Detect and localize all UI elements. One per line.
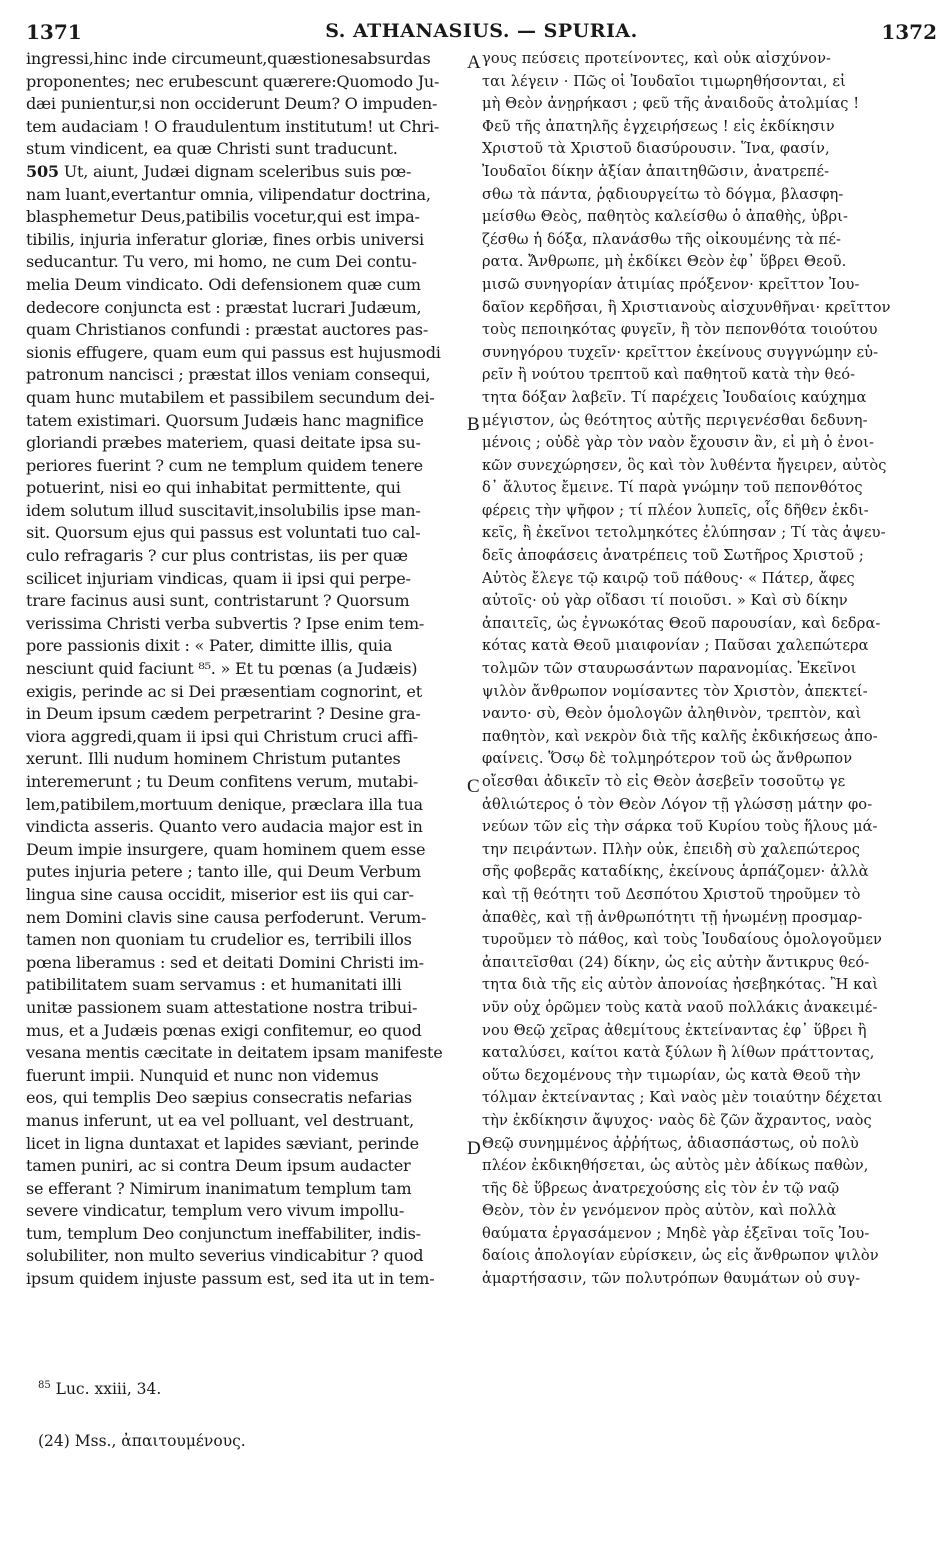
- latin-text-line: [26, 726, 464, 749]
- greek-text-line: [482, 658, 936, 681]
- latin-text-line: [26, 116, 464, 139]
- latin-text-line: [26, 884, 464, 907]
- greek-line-text: νεύων τῶν εἰς τὴν σάρκα τοῦ Κυρίου τοὺς ἥλους μά-: [482, 818, 878, 836]
- greek-text-line: [482, 229, 936, 252]
- latin-line-text: dæi punientur,si non occiderunt Deum? O impuden-: [26, 94, 438, 114]
- latin-text-line: [26, 974, 464, 997]
- greek-text-line: [482, 635, 936, 658]
- greek-text-line: [482, 929, 936, 952]
- greek-line-text: δεῖς ἀποφάσεις ἀνατρέπεις τοῦ Σωτῆρος Χριστοῦ ;: [482, 547, 864, 565]
- greek-text-line: [482, 997, 936, 1020]
- footnote-85-text: Luc. xxiii, 34.: [50, 1380, 162, 1399]
- greek-line-text: νου Θεῷ χεῖρας ἀθεμίτους ἐκτείναντας ἐφ᾽ ὕβρει ἢ: [482, 1021, 867, 1039]
- greek-line-text: θαύματα ἐργασάμενον ; Μηδὲ γὰρ ἐξεῖναι τοῖς Ἰου-: [482, 1224, 870, 1242]
- latin-line-text: patronum nancisci ; præstat illos veniam consequi,: [26, 365, 431, 385]
- greek-text-line: [482, 568, 936, 591]
- greek-text-line: [482, 613, 936, 636]
- greek-line-text: ἀπαιτεῖς, ὡς ἐγνωκότας Θεοῦ παρουσίαν, καὶ δεδρα-: [482, 614, 881, 632]
- latin-line-text: se efferant ? Nimirum inanimatum templum tam: [26, 1178, 412, 1198]
- latin-line-text: nam luant,evertantur omnia, vilipendatur doctrina,: [26, 184, 431, 204]
- latin-line-text: interemerunt ; tu Deum confitens verum, mutabi-: [26, 772, 419, 791]
- latin-line-text: verissima Christi verba subvertis ? Ipse enim tem-: [26, 613, 425, 633]
- greek-line-text: ρατα. Ἄνθρωπε, μὴ ἐκδίκει Θεὸν ἐφ᾽ ὕβρει Θεοῦ.: [482, 253, 847, 271]
- greek-line-text: τητα δόξαν λαβεῖν. Τί παρέχεις Ἰουδαίοις καύχημα: [482, 388, 867, 406]
- latin-line-text: gloriandi præbes materiem, quasi deitate ipsa su-: [26, 433, 421, 453]
- latin-line-text: seducantur. Tu vero, mi homo, ne cum Dei contu-: [26, 252, 417, 272]
- latin-text-line: [26, 816, 464, 839]
- latin-text-line: [26, 568, 464, 591]
- latin-line-text: tamen non quoniam tu crudelior es, terribili illos: [26, 930, 412, 950]
- greek-text-line: [482, 251, 936, 274]
- greek-text-line: [482, 1042, 936, 1065]
- greek-text-line: [482, 206, 936, 229]
- latin-text-line: [26, 590, 464, 613]
- latin-line-text: Ut, aiunt, Judæi dignam sceleribus suis pœ-: [58, 161, 412, 181]
- greek-text-line: [482, 1268, 936, 1291]
- page-number-left: 1371: [26, 20, 82, 44]
- latin-line-text: potuerint, nisi eo qui inhabitat permittente, qui: [26, 478, 401, 498]
- greek-text-line: [482, 364, 936, 387]
- greek-line-text: ἁμαρτήσασιν, τῶν πολυτρόπων θαυμάτων οὐ συγ-: [482, 1270, 861, 1288]
- latin-text-line: [26, 1110, 464, 1133]
- latin-text-line: [26, 794, 464, 817]
- latin-text-line: [26, 613, 464, 636]
- greek-line-text: σῆς φοβερᾶς καταδίκης, ἐκείνους ἁρπάζομεν· ἀλλὰ: [482, 863, 869, 881]
- greek-text-line: [482, 1110, 936, 1133]
- section-marker-b: B: [467, 414, 480, 435]
- greek-text-line: [482, 1133, 936, 1156]
- latin-text-line: [26, 93, 464, 116]
- greek-line-text: ρεῖν ἢ νούτου τρεπτοῦ καὶ παθητοῦ κατὰ τὴν θεό-: [482, 366, 856, 384]
- greek-text-line: [482, 1065, 936, 1088]
- greek-line-text: την πειράντων. Πλὴν οὐκ, ἐπειδὴ σὺ χαλεπώτερος: [482, 840, 861, 858]
- latin-text-line: [26, 771, 464, 794]
- latin-line-text: sionis effugere, quam eum qui passus est hujusmodi: [26, 342, 441, 362]
- latin-text-line: [26, 635, 464, 658]
- latin-text-line: [26, 500, 464, 523]
- latin-line-text: fuerunt impii. Nunquid et nunc non videmus: [26, 1065, 379, 1085]
- latin-line-text: tibilis, injuria inferatur gloriæ, fines orbis universi: [26, 229, 424, 249]
- greek-line-text: φαίνεις. Ὅσῳ δὲ τολμηρότερον τοῦ ὡς ἄνθρωπον: [482, 750, 853, 768]
- greek-text-line: [482, 1155, 936, 1178]
- greek-text-line: [482, 839, 936, 862]
- greek-line-text: οὕτω δεχομένους τὴν τιμωρίαν, ὡς κατὰ Θεοῦ τὴν: [482, 1066, 861, 1084]
- greek-text-line: [482, 748, 936, 771]
- latin-text-line: [26, 1200, 464, 1223]
- latin-line-text: proponentes; nec erubescunt quærere:Quomodo Ju-: [26, 71, 440, 91]
- greek-text-line: [482, 297, 936, 320]
- latin-line-text: patibilitatem suam servamus : et humanitati illi: [26, 975, 402, 995]
- latin-text-line: [26, 138, 464, 161]
- footnote-24: (24) Mss., ἀπαιτουμένους.: [38, 1432, 246, 1450]
- greek-text-line: [482, 1245, 936, 1268]
- greek-text-line: [482, 816, 936, 839]
- greek-text-line: [482, 703, 936, 726]
- latin-text-line: [26, 907, 464, 930]
- latin-text-line: [26, 1133, 464, 1156]
- latin-text-line: [26, 319, 464, 342]
- latin-line-text: nesciunt quid faciunt ⁸⁵. » Et tu pœnas (a Judæis): [26, 659, 418, 679]
- greek-line-text: φέρεις τὴν ψῆφον ; τί πλέον λυπεῖς, οἷς δῆθεν ἐκδι-: [482, 501, 869, 519]
- greek-text-line: [482, 952, 936, 975]
- greek-text-line: [482, 1178, 936, 1201]
- latin-text-line: [26, 997, 464, 1020]
- latin-line-text: manus inferunt, ut ea vel polluant, vel destruant,: [26, 1110, 414, 1130]
- latin-text-line: [26, 184, 464, 207]
- latin-line-text: solubiliter, non multo severius vindicabitur ? quod: [26, 1246, 424, 1266]
- latin-text-line: [26, 410, 464, 433]
- greek-line-text: μισῶ συνηγορίαν ἀτιμίας πρόξενον· κρεῖττον Ἰου-: [482, 275, 860, 293]
- latin-text-line: [26, 455, 464, 478]
- latin-text-line: [26, 703, 464, 726]
- greek-line-text: δ᾽ ἄλυτος ἔμεινε. Τί παρὰ γνώμην τοῦ πεπονθότος: [482, 479, 863, 497]
- greek-text-line: [482, 522, 936, 545]
- greek-text-line: [482, 794, 936, 817]
- greek-text-line: [482, 477, 936, 500]
- greek-text-line: [482, 1087, 936, 1110]
- greek-text-line: [482, 48, 936, 71]
- greek-line-text: κότας κατὰ Θεοῦ μιαιφονίαν ; Παῦσαι χαλεπώτερα: [482, 637, 869, 655]
- latin-line-text: tatem existimari. Quorsum Judæis hanc magnifice: [26, 410, 424, 430]
- greek-text-line: [482, 1020, 936, 1043]
- latin-line-text: melia Deum vindicato. Odi defensionem quæ cum: [26, 274, 421, 294]
- greek-line-text: παθητὸν, καὶ νεκρὸν διὰ τῆς καλῆς ἐκδικήσεως ἀπο-: [482, 727, 878, 745]
- latin-text-line: [26, 1020, 464, 1043]
- latin-text-line: [26, 1268, 464, 1291]
- greek-text-line: [482, 974, 936, 997]
- latin-text-line: [26, 1178, 464, 1201]
- footnote-85-number: 85: [38, 1380, 51, 1391]
- latin-line-text: quam Christianos confundi : præstat auctores pas-: [26, 320, 429, 340]
- greek-line-text: μὴ Θεὸν ἀνῃρήκασι ; φεῦ τῆς ἀναιδοῦς ἀτολμίας !: [482, 95, 860, 113]
- latin-text-line: [26, 545, 464, 568]
- latin-line-text: severe vindicatur, templum vero vivum impollu-: [26, 1201, 405, 1221]
- latin-text-line: [26, 658, 464, 681]
- greek-text-line: [482, 93, 936, 116]
- greek-line-text: αὐτοῖς· οὐ γὰρ οἴδασι τί ποιοῦσι. » Καὶ σὺ δίκην: [482, 592, 848, 610]
- greek-line-text: τολμῶν τῶν σταυρωσάντων παρανομίας. Ἐκεῖνοι: [482, 660, 857, 678]
- latin-text-line: [26, 681, 464, 704]
- latin-column: [26, 48, 464, 1291]
- latin-text-line: [26, 364, 464, 387]
- greek-text-line: [482, 184, 936, 207]
- latin-line-text: quam hunc mutabilem et passibilem secundum dei-: [26, 387, 435, 407]
- latin-text-line: [26, 1155, 464, 1178]
- section-marker-d: D: [467, 1138, 481, 1159]
- latin-text-line: [26, 274, 464, 297]
- page-number-right: 1372: [881, 20, 937, 44]
- latin-text-line: [26, 387, 464, 410]
- greek-text-line: [482, 410, 936, 433]
- latin-line-text: mus, et a Judæis pœnas exigi confitemur, eo quod: [26, 1020, 422, 1040]
- greek-line-text: συνηγόρου τυχεῖν· κρεῖττον ἐκείνους συγγνώμην εὑ-: [482, 343, 879, 361]
- latin-text-line: [26, 161, 464, 184]
- greek-column: [482, 48, 936, 1291]
- latin-line-text: nem Domini clavis sine causa perfoderunt. Verum-: [26, 907, 427, 927]
- latin-line-text: tem audaciam ! O fraudulentum institutum! ut Chri-: [26, 116, 440, 136]
- greek-line-text: ψιλὸν ἄνθρωπον νομίσαντες τὸν Χριστὸν, ἀπεκτεί-: [482, 682, 868, 700]
- greek-line-text: Θεὸν, τὸν ἐν γενόμενον πρὸς αὐτὸν, καὶ πολλὰ: [482, 1202, 837, 1220]
- latin-line-text: xerunt. Illi nudum hominem Christum putantes: [26, 749, 401, 769]
- greek-line-text: ἀπαιτεῖσθαι (24) δίκην, ὡς εἰς αὐτὴν ἄντικρυς θεό-: [482, 953, 870, 971]
- latin-line-text: lem,patibilem,mortuum denique, præclara illa tua: [26, 794, 423, 814]
- greek-line-text: κῶν συνεχώρησεν, ὃς καὶ τὸν λυθέντα ἤγειρεν, αὐτὸς: [482, 456, 887, 474]
- latin-line-text: periores fuerint ? cum ne templum quidem tenere: [26, 455, 423, 475]
- latin-text-line: [26, 1223, 464, 1246]
- greek-line-text: τυροῦμεν τὸ πάθος, καὶ τοὺς Ἰουδαίους ὁμολογοῦμεν: [482, 931, 882, 949]
- greek-line-text: δαίοις ἀπολογίαν εὑρίσκειν, ὡς εἰς ἄνθρωπον ψιλὸν: [482, 1247, 879, 1265]
- latin-line-text: pore passionis dixit : « Pater, dimitte illis, quia: [26, 636, 393, 656]
- latin-line-text: putes injuria petere ; tanto ille, qui Deum Verbum: [26, 862, 421, 882]
- greek-text-line: [482, 861, 936, 884]
- greek-text-line: [482, 138, 936, 161]
- greek-line-text: τὴν ἐκδίκησιν ἄψυχος· ναὸς δὲ ζῶν ἄχραντος, ναὸς: [482, 1111, 872, 1129]
- greek-line-text: τοὺς πεποιηκότας φυγεῖν, ἢ τὸν πεπονθότα τοιούτου: [482, 321, 878, 339]
- latin-line-text: lingua sine causa occidit, miserior est iis qui car-: [26, 884, 414, 904]
- latin-line-text: stum vindicent, ea quæ Christi sunt traducunt.: [26, 139, 398, 159]
- greek-line-text: ἀπαθὲς, καὶ τῇ ἀνθρωπότητι τῇ ἡνωμένῃ προσμαρ-: [482, 908, 863, 926]
- greek-text-line: [482, 545, 936, 568]
- greek-text-line: [482, 319, 936, 342]
- greek-text-line: [482, 500, 936, 523]
- latin-text-line: [26, 297, 464, 320]
- latin-line-text: scilicet injuriam vindicas, quam ii ipsi qui perpe-: [26, 568, 411, 588]
- latin-text-line: [26, 477, 464, 500]
- latin-text-line: [26, 861, 464, 884]
- greek-text-line: [482, 71, 936, 94]
- greek-text-line: [482, 1223, 936, 1246]
- greek-line-text: πλέον ἐκδικηθήσεται, ὡς αὐτὸς μὲν ἀδίκως παθὼν,: [482, 1157, 869, 1175]
- latin-line-text: Deum impie insurgere, quam hominem quem esse: [26, 839, 426, 859]
- greek-text-line: [482, 771, 936, 794]
- latin-line-text: tum, templum Deo conjunctum ineffabiliter, indis-: [26, 1223, 421, 1243]
- greek-line-text: ἀθλιώτερος ὁ τὸν Θεὸν Λόγον τῇ γλώσσῃ μάτην φο-: [482, 795, 873, 813]
- greek-text-line: [482, 681, 936, 704]
- greek-line-text: σθω τὰ πάντα, ῥᾳδιουργείτω τὸ δόγμα, βλασφη-: [482, 185, 844, 203]
- section-number: 505: [26, 161, 59, 181]
- greek-line-text: ται λέγειν · Πῶς οἱ Ἰουδαῖοι τιμωρηθήσονται, εἰ: [482, 72, 846, 90]
- greek-line-text: ναντο· σὺ, Θεὸν ὁμολογῶν ἀληθινὸν, τρεπτὸν, καὶ: [482, 705, 862, 723]
- greek-line-text: μέγιστον, ὡς θεότητος αὐτῆς περιγενέσθαι δεδυνη-: [482, 411, 868, 429]
- latin-text-line: [26, 1042, 464, 1065]
- latin-line-text: culo refragaris ? cur plus contristas, iis per quæ: [26, 546, 408, 566]
- greek-line-text: καὶ τῇ θεότητι τοῦ Δεσπότου Χριστοῦ τηροῦμεν τὸ: [482, 885, 861, 903]
- greek-text-line: [482, 387, 936, 410]
- latin-line-text: licet in ligna duntaxat et lapides sæviant, perinde: [26, 1133, 419, 1153]
- latin-text-line: [26, 251, 464, 274]
- greek-text-line: [482, 432, 936, 455]
- section-marker-a: A: [467, 52, 481, 73]
- latin-line-text: viora aggredi,quam ii ipsi qui Christum cruci affi-: [26, 726, 418, 746]
- greek-text-line: [482, 116, 936, 139]
- greek-text-line: [482, 726, 936, 749]
- latin-line-text: exigis, perinde ac si Dei præsentiam cognorint, et: [26, 681, 422, 701]
- greek-line-text: γους πεύσεις προτείνοντες, καὶ οὐκ αἰσχύνον-: [482, 50, 832, 67]
- latin-text-line: [26, 206, 464, 229]
- latin-line-text: unitæ passionem suam attestatione nostra tribui-: [26, 997, 418, 1017]
- latin-line-text: in Deum ipsum cædem perpetrarint ? Desine gra-: [26, 704, 421, 724]
- greek-text-line: [482, 342, 936, 365]
- greek-text-line: [482, 590, 936, 613]
- greek-line-text: τητα διὰ τῆς εἰς αὐτὸν ἀπονοίας ἠσεβηκότας. Ἢ καὶ: [482, 976, 879, 994]
- latin-line-text: tamen puniri, ac si contra Deum ipsum audacter: [26, 1156, 411, 1176]
- greek-line-text: κεῖς, ἢ ἐκεῖνοι τετολμηκότες ἐλύπησαν ; Τί τὰς ἀψευ-: [482, 524, 886, 542]
- greek-text-line: [482, 907, 936, 930]
- latin-text-line: [26, 929, 464, 952]
- latin-line-text: vindicta asseris. Quanto vero audacia major est in: [26, 817, 423, 837]
- latin-text-line: [26, 1065, 464, 1088]
- latin-text-line: [26, 839, 464, 862]
- latin-line-text: ipsum quidem injuste passum est, sed ita ut in tem-: [26, 1269, 435, 1289]
- latin-text-line: [26, 952, 464, 975]
- latin-text-line: [26, 48, 464, 71]
- greek-line-text: καταλύσει, καίτοι κατὰ ξύλων ἢ λίθων πράττοντας,: [482, 1044, 875, 1062]
- footnote-85: [38, 1380, 161, 1398]
- greek-line-text: τῆς δὲ ὕβρεως ἀνατρεχούσης εἰς τὸν ἐν τῷ ναῷ: [482, 1179, 840, 1197]
- greek-line-text: Χριστοῦ τὰ Χριστοῦ διασύρουσιν. Ἵνα, φασίν,: [482, 140, 830, 158]
- greek-line-text: οἴεσθαι ἀδικεῖν τὸ εἰς Θεὸν ἀσεβεῖν τοσοῦτῳ γε: [482, 773, 846, 790]
- greek-line-text: μείσθω Θεὸς, παθητὸς καλείσθω ὁ ἀπαθὴς, ὑβρι-: [482, 208, 849, 226]
- greek-line-text: Αὐτὸς ἔλεγε τῷ καιρῷ τοῦ πάθους· « Πάτερ, ἄφες: [482, 569, 855, 587]
- latin-line-text: eos, qui templis Deo sæpius consecratis nefarias: [26, 1088, 412, 1108]
- greek-text-line: [482, 1200, 936, 1223]
- latin-line-text: dedecore conjuncta est : præstat lucrari Judæum,: [26, 297, 422, 317]
- latin-text-line: [26, 522, 464, 545]
- greek-line-text: τόλμαν ἐκτείναντας ; Καὶ ναὸς μὲν τοιαύτην δέχεται: [482, 1089, 883, 1107]
- greek-line-text: Θεῷ συνημμένος ἀῤῥήτως, ἀδιασπάστως, οὐ πολὺ: [482, 1134, 859, 1152]
- latin-text-line: [26, 1087, 464, 1110]
- greek-line-text: δαῖον κερδῆσαι, ἢ Χριστιανοὺς αἰσχυνθῆναι· κρεῖττον: [482, 298, 891, 316]
- greek-text-line: [482, 884, 936, 907]
- page-title: S. ATHANASIUS. — SPURIA.: [325, 20, 638, 42]
- latin-text-line: [26, 71, 464, 94]
- latin-line-text: trare facinus ausi sunt, contristarunt ? Quorsum: [26, 591, 410, 611]
- greek-text-line: [482, 455, 936, 478]
- greek-line-text: μένοις ; οὐδὲ γὰρ τὸν ναὸν ἔχουσιν ἂν, εἰ μὴ ὁ ἐνοι-: [482, 434, 874, 452]
- greek-line-text: Ἰουδαῖοι δίκην ἀξίαν ἀπαιτηθῶσιν, ἀνατρεπέ-: [482, 162, 830, 180]
- latin-text-line: [26, 1245, 464, 1268]
- section-marker-c: C: [467, 776, 480, 797]
- latin-line-text: sit. Quorsum ejus qui passus est voluntati tuo cal-: [26, 523, 421, 543]
- latin-text-line: [26, 432, 464, 455]
- greek-line-text: ζέσθω ἡ δόξα, πλανάσθω τῆς οἰκουμένης τὰ πέ-: [482, 230, 842, 248]
- latin-text-line: [26, 748, 464, 771]
- latin-text-line: [26, 342, 464, 365]
- latin-text-line: [26, 229, 464, 252]
- greek-line-text: νῦν οὐχ ὁρῶμεν τοὺς κατὰ ναοῦ πολλάκις ἀνακειμέ-: [482, 998, 878, 1016]
- greek-text-line: [482, 161, 936, 184]
- latin-line-text: blasphemetur Deus,patibilis vocetur,qui est impa-: [26, 207, 420, 227]
- latin-line-text: vesana mentis cæcitate in deitatem ipsam manifeste: [26, 1043, 443, 1063]
- greek-line-text: Φεῦ τῆς ἀπατηλῆς ἐγχειρήσεως ! εἰς ἐκδίκησιν: [482, 117, 835, 135]
- page-header: [26, 14, 937, 48]
- latin-line-text: pœna liberamus : sed et deitati Domini Christi im-: [26, 952, 424, 972]
- greek-text-line: [482, 274, 936, 297]
- latin-line-text: idem solutum illud suscitavit,insolubilis ipse man-: [26, 500, 421, 520]
- latin-line-text: ingressi,hinc inde circumeunt,quæstionesabsurdas: [26, 49, 431, 68]
